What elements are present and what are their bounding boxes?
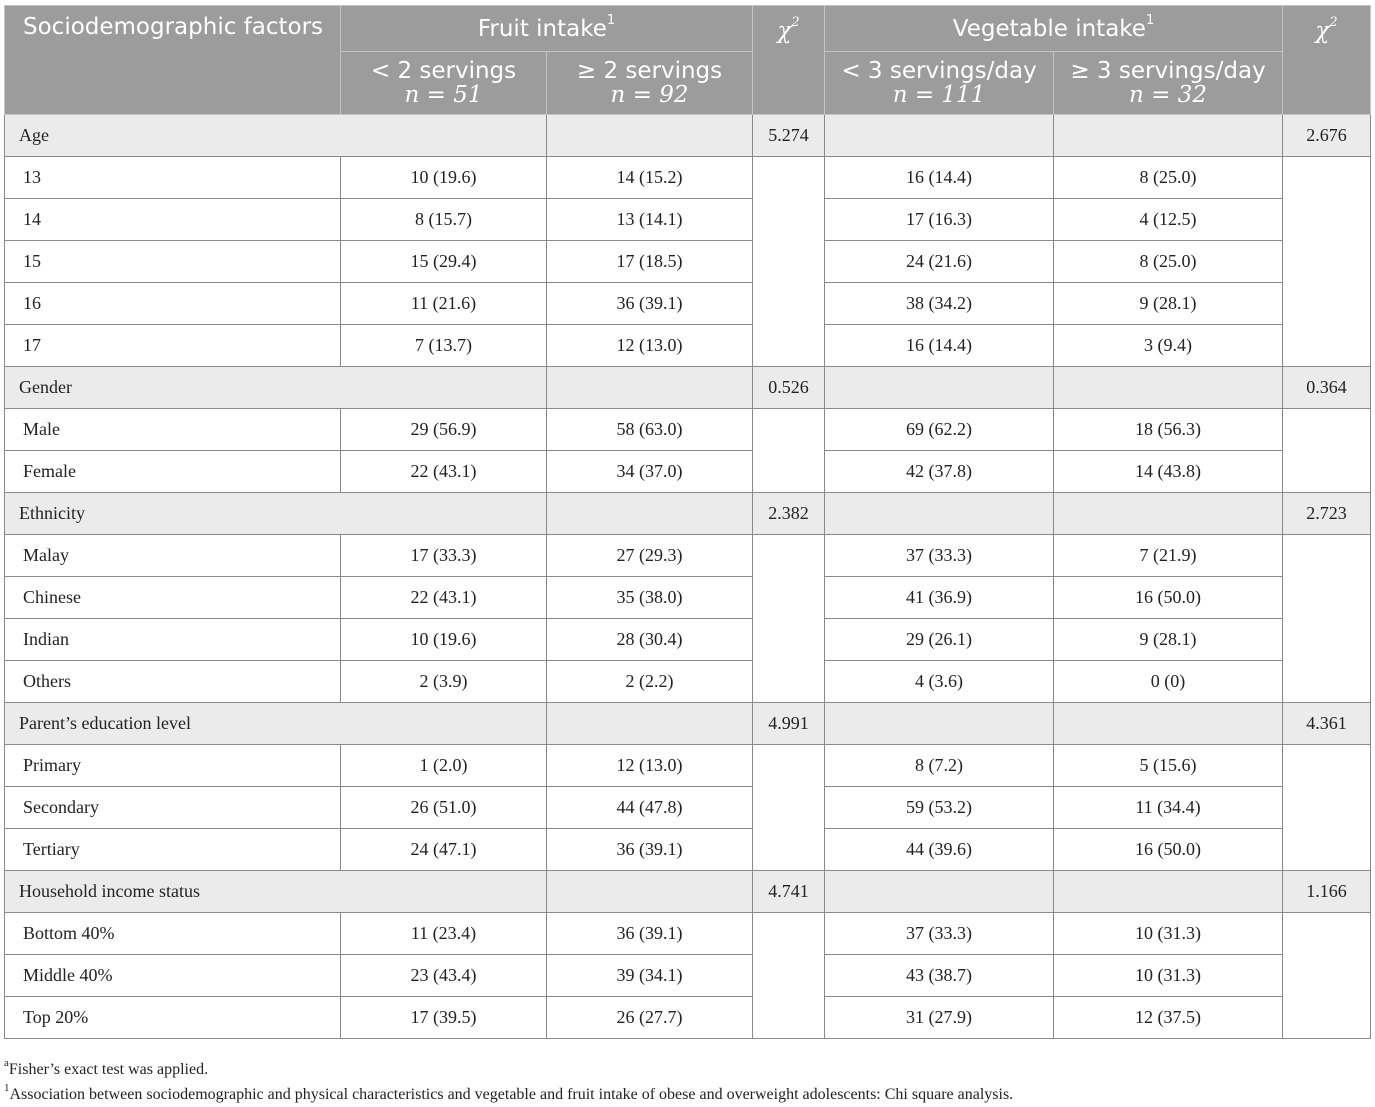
fruit-high-value: 39 (34.1) [547,955,753,997]
vegetable-high-value: 14 (43.8) [1054,451,1283,493]
vegetable-chi-square-blank [1283,745,1371,871]
row-label: Tertiary [5,829,341,871]
vegetable-low-value: 16 (14.4) [825,157,1054,199]
table-row [5,157,1371,199]
fruit-chi-square-value: 2.382 [753,493,825,535]
vegetable-high-value: 4 (12.5) [1054,199,1283,241]
vegetable-low-value: 37 (33.3) [825,913,1054,955]
fruit-low-value: 10 (19.6) [341,157,547,199]
vegetable-low-value: 44 (39.6) [825,829,1054,871]
fruit-low-value: 1 (2.0) [341,745,547,787]
fruit-high-value: 34 (37.0) [547,451,753,493]
vegetable-high-value: 5 (15.6) [1054,745,1283,787]
vegetable-chi-square-value: 0.364 [1283,367,1371,409]
fruit-high-value: 13 (14.1) [547,199,753,241]
vegetable-chi-square-blank [1283,535,1371,703]
fruit-high-value: 58 (63.0) [547,409,753,451]
row-label: Others [5,661,341,703]
vegetable-low-value: 69 (62.2) [825,409,1054,451]
fruit-high-value: 35 (38.0) [547,577,753,619]
vegetable-high-value: 9 (28.1) [1054,619,1283,661]
row-label: Secondary [5,787,341,829]
vegetable-high-value: 11 (34.4) [1054,787,1283,829]
fruit-chi-square-blank [753,409,825,493]
table-row [5,577,1371,619]
vegetable-low-value: 43 (38.7) [825,955,1054,997]
vegetable-low-value: 24 (21.6) [825,241,1054,283]
fruit-low-value: 15 (29.4) [341,241,547,283]
fruit-low-value: 17 (39.5) [341,997,547,1039]
section-empty-cell [825,367,1054,409]
table-row [5,829,1371,871]
table-row [5,409,1371,451]
results-table [4,5,1371,1039]
section-label: Age [5,115,547,157]
row-label: Middle 40% [5,955,341,997]
fruit-high-value: 36 (39.1) [547,829,753,871]
vegetable-high-value: 12 (37.5) [1054,997,1283,1039]
fruit-high-header: ≥ 2 servings n = 92 [547,52,753,115]
vegetable-low-value: 42 (37.8) [825,451,1054,493]
row-label: 14 [5,199,341,241]
vegetable-low-value: 38 (34.2) [825,283,1054,325]
fruit-low-value: 10 (19.6) [341,619,547,661]
vegetable-chi-square-blank [1283,409,1371,493]
vegetable-high-value: 10 (31.3) [1054,913,1283,955]
section-empty-cell [547,115,753,157]
table-row [5,283,1371,325]
table-row [5,241,1371,283]
footnotes [4,1057,1013,1107]
table-body [5,115,1371,1039]
vegetable-high-value: 0 (0) [1054,661,1283,703]
table-row [5,199,1371,241]
footnote: $^a$Fisher’s exact test was applied. [4,1056,209,1078]
table-row [5,661,1371,703]
vegetable-chi-square-blank [1283,913,1371,1039]
section-empty-cell [1054,115,1283,157]
fruit-chi-square-value: 0.526 [753,367,825,409]
fruit-low-value: 11 (21.6) [341,283,547,325]
section-row [5,493,1371,535]
row-label: Primary [5,745,341,787]
section-empty-cell [1054,871,1283,913]
row-label: Female [5,451,341,493]
table-header [5,6,1371,115]
fruit-high-value: 36 (39.1) [547,283,753,325]
fruit-high-value: 27 (29.3) [547,535,753,577]
fruit-chi-square-blank [753,157,825,367]
vegetable-low-value: 8 (7.2) [825,745,1054,787]
section-label: Ethnicity [5,493,547,535]
vegetable-high-value: 8 (25.0) [1054,241,1283,283]
vegetable-high-value: 18 (56.3) [1054,409,1283,451]
fruit-low-value: 17 (33.3) [341,535,547,577]
fruit-low-value: 7 (13.7) [341,325,547,367]
vegetable-low-header: < 3 servings/day n = 111 [825,52,1054,115]
section-empty-cell [825,115,1054,157]
table-row [5,745,1371,787]
vegetable-high-value: 3 (9.4) [1054,325,1283,367]
row-label: Malay [5,535,341,577]
vegetable-intake-header: Vegetable intake$^1$ [825,6,1283,52]
fruit-chi-square-blank [753,745,825,871]
vegetable-high-value: 16 (50.0) [1054,829,1283,871]
row-label: 17 [5,325,341,367]
row-label: Top 20% [5,997,341,1039]
section-row [5,367,1371,409]
section-label: Gender [5,367,547,409]
fruit-high-value: 12 (13.0) [547,745,753,787]
vegetable-high-value: 10 (31.3) [1054,955,1283,997]
section-label: Household income status [5,871,547,913]
fruit-low-value: 8 (15.7) [341,199,547,241]
fruit-low-header: < 2 servings n = 51 [341,52,547,115]
vegetable-low-value: 4 (3.6) [825,661,1054,703]
vegetable-low-value: 17 (16.3) [825,199,1054,241]
fruit-low-value: 29 (56.9) [341,409,547,451]
vegetable-low-value: 59 (53.2) [825,787,1054,829]
row-label: 15 [5,241,341,283]
section-empty-cell [547,871,753,913]
table-row [5,913,1371,955]
fruit-high-value: 28 (30.4) [547,619,753,661]
table-row [5,619,1371,661]
section-empty-cell [547,703,753,745]
table-row [5,451,1371,493]
section-row [5,703,1371,745]
footnote: $^1$Association between sociodemographic and physical characteristics and vegetable and fruit intake of obese and overweight adolescents: Chi square analysis. [4,1081,1014,1103]
vegetable-high-value: 16 (50.0) [1054,577,1283,619]
fruit-low-value: 2 (3.9) [341,661,547,703]
fruit-low-value: 22 (43.1) [341,577,547,619]
fruit-chi-square-blank [753,535,825,703]
fruit-chi-square-blank [753,913,825,1039]
vegetable-low-value: 31 (27.9) [825,997,1054,1039]
section-empty-cell [547,367,753,409]
vegetable-high-value: 9 (28.1) [1054,283,1283,325]
section-empty-cell [825,703,1054,745]
vegetable-low-value: 37 (33.3) [825,535,1054,577]
fruit-high-value: 14 (15.2) [547,157,753,199]
fruit-chi-square-value: 5.274 [753,115,825,157]
fruit-low-value: 26 (51.0) [341,787,547,829]
fruit-intake-header: Fruit intake$^1$ [341,6,753,52]
row-label: Indian [5,619,341,661]
table-row [5,325,1371,367]
vegetable-low-value: 29 (26.1) [825,619,1054,661]
table-row [5,955,1371,997]
vegetable-high-header: ≥ 3 servings/day n = 32 [1054,52,1283,115]
vegetable-chi-square-blank [1283,157,1371,367]
vegetable-chi-square-value: 2.676 [1283,115,1371,157]
section-empty-cell [1054,367,1283,409]
fruit-low-value: 22 (43.1) [341,451,547,493]
vegetable-chi-square-value: 2.723 [1283,493,1371,535]
section-row [5,871,1371,913]
row-label: 16 [5,283,341,325]
section-empty-cell [825,871,1054,913]
fruit-high-value: 26 (27.7) [547,997,753,1039]
fruit-high-value: 12 (13.0) [547,325,753,367]
table-row [5,535,1371,577]
fruit-high-value: 2 (2.2) [547,661,753,703]
vegetable-low-value: 16 (14.4) [825,325,1054,367]
row-label: Chinese [5,577,341,619]
fruit-low-value: 24 (47.1) [341,829,547,871]
vegetable-high-value: 8 (25.0) [1054,157,1283,199]
section-empty-cell [825,493,1054,535]
row-label: Bottom 40% [5,913,341,955]
fruit-low-value: 23 (43.4) [341,955,547,997]
fruit-chi-square-value: 4.741 [753,871,825,913]
fruit-low-value: 11 (23.4) [341,913,547,955]
fruit-high-value: 36 (39.1) [547,913,753,955]
section-label: Parent’s education level [5,703,547,745]
vegetable-chi-square-header: $\chi^2$ [1283,6,1371,115]
fruit-chi-square-header: $\chi^2$ [753,6,825,115]
table-row [5,787,1371,829]
row-label: Male [5,409,341,451]
table-row [5,997,1371,1039]
section-empty-cell [1054,493,1283,535]
vegetable-chi-square-value: 1.166 [1283,871,1371,913]
section-row [5,115,1371,157]
factor-column-header: Sociodemographic factors [5,6,341,115]
fruit-high-value: 44 (47.8) [547,787,753,829]
section-empty-cell [547,493,753,535]
fruit-chi-square-value: 4.991 [753,703,825,745]
section-empty-cell [1054,703,1283,745]
fruit-high-value: 17 (18.5) [547,241,753,283]
vegetable-low-value: 41 (36.9) [825,577,1054,619]
vegetable-high-value: 7 (21.9) [1054,535,1283,577]
row-label: 13 [5,157,341,199]
vegetable-chi-square-value: 4.361 [1283,703,1371,745]
